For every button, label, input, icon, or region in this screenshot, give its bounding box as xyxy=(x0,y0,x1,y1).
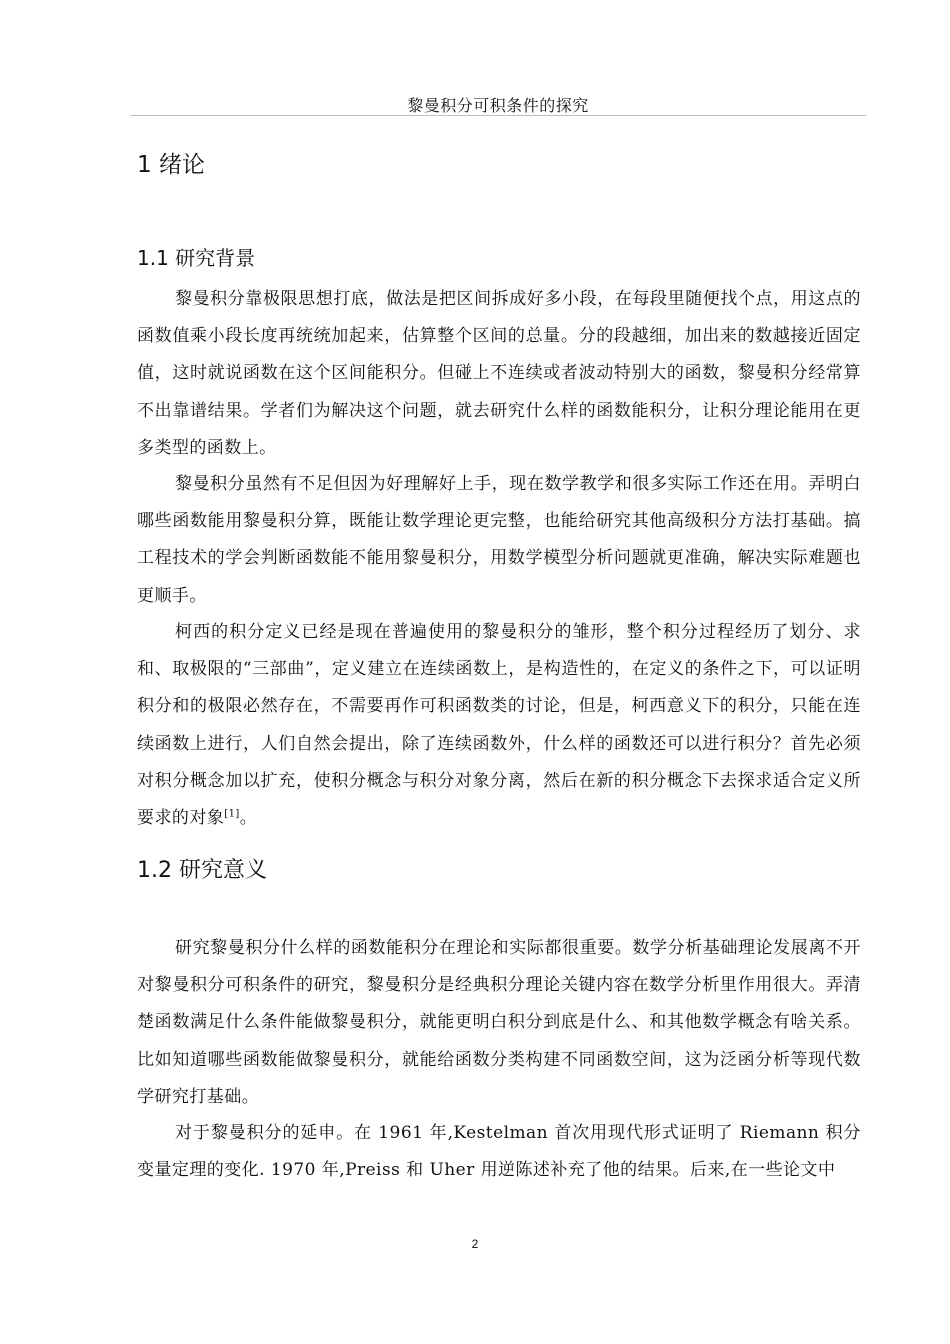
page-number: 2 xyxy=(471,1237,479,1251)
paragraph-background-3-text: 柯西的积分定义已经是现在普遍使用的黎曼积分的雏形，整个积分过程经历了划分、求和、取极限的“三部曲”，定义建立在连续函数上，是构造性的，在定义的条件之下，可以证明积分和的极限必然存在，不需要再作可积函数类的讨论，但是，柯西意义下的积分，只能在连续函数上进行，人们自然会提出，除了连续函数外，什么样的函数还可以进行积分？首先必须对积分概念加以扩充，使积分概念与积分对象分离，然后在新的积分概念下去探求适合定义所要求的对象 xyxy=(137,622,861,829)
paragraph-significance-1: 研究黎曼积分什么样的函数能积分在理论和实际都很重要。数学分析基础理论发展离不开对黎曼积分可积条件的研究，黎曼积分是经典积分理论关键内容在数学分析里作用很大。弄清楚函数满足什么条件能做黎曼积分，就能更明白积分到底是什么、和其他数学概念有啥关系。比如知道哪些函数能做黎曼积分，就能给函数分类构建不同函数空间，这为泛函分析等现代数学研究打基础。 xyxy=(137,938,861,1107)
paragraph-background-2: 黎曼积分虽然有不足但因为好理解好上手，现在数学教学和很多实际工作还在用。弄明白哪些函数能用黎曼积分算，既能让数学理论更完整，也能给研究其他高级积分方法打基础。搞工程技术的学会判断函数能不能用黎曼积分，用数学模型分析问题就更准确，解决实际难题也更顺手。 xyxy=(137,474,861,606)
chapter-title: 1 绪论 xyxy=(137,152,205,178)
paragraph-significance-2: 对于黎曼积分的延申。在 1961 年,Kestelman 首次用现代形式证明了 Riemann 积分变量定理的变化. 1970 年,Preiss 和 Uher 用逆陈述补充了他的结果。后来,在一些论文中 xyxy=(137,1123,861,1181)
header-divider xyxy=(130,115,866,116)
section-heading-1-1: 1.1 研究背景 xyxy=(137,246,256,270)
paragraph-background-3 xyxy=(137,614,861,837)
paragraph-background-3-end: 。 xyxy=(239,808,258,829)
citation-ref: [1] xyxy=(224,808,240,820)
running-header: 黎曼积分可积条件的探究 xyxy=(407,96,589,115)
paragraph-background-1: 黎曼积分靠极限思想打底，做法是把区间拆成好多小段，在每段里随便找个点，用这点的函数值乘小段长度再统统加起来，估算整个区间的总量。分的段越细，加出来的数越接近固定值，这时就说函数在这个区间能积分。但碰上不连续或者波动特别大的函数，黎曼积分经常算不出靠谱结果。学者们为解决这个问题，就去研究什么样的函数能积分，让积分理论能用在更多类型的函数上。 xyxy=(137,289,861,458)
section-heading-1-2: 1.2 研究意义 xyxy=(137,858,267,883)
